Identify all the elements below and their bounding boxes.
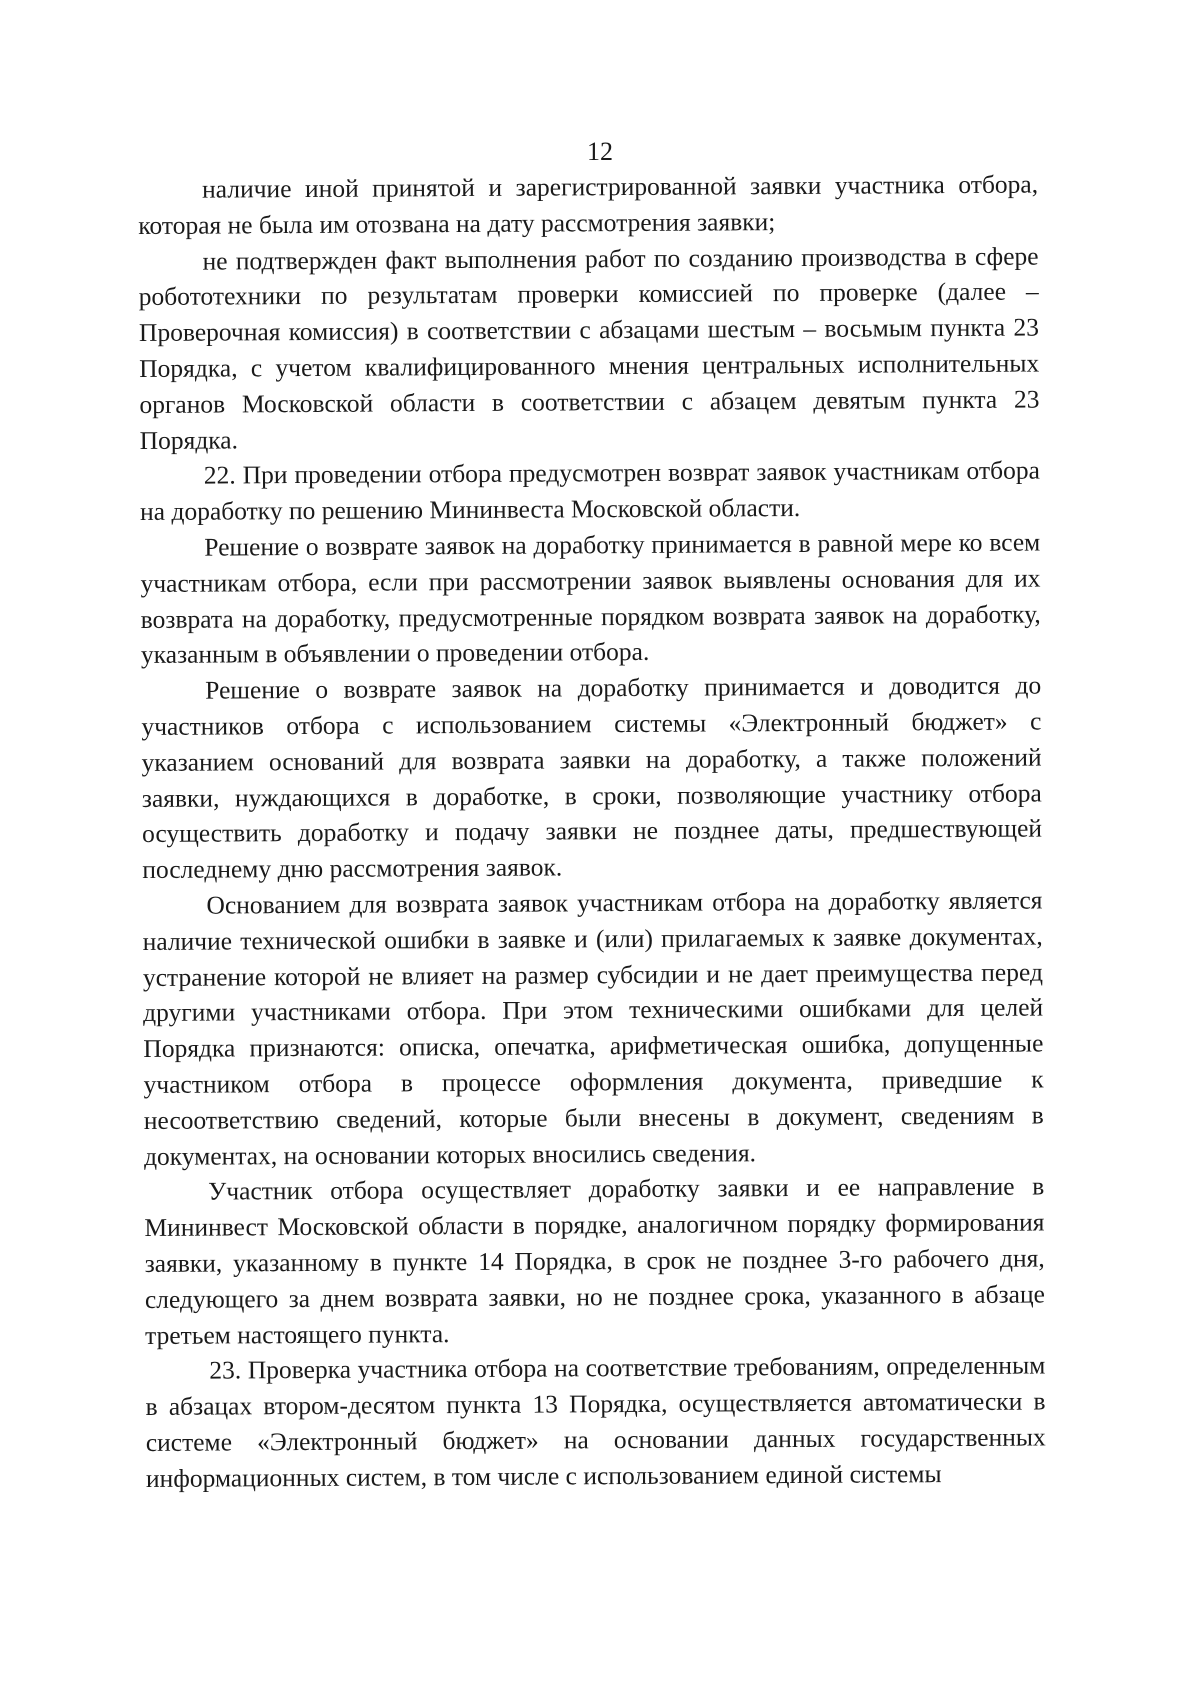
paragraph-4: Решение о возврате заявок на доработку принимается в равной мере ко всем участникам отбора, если при рассмотрении заявок выявлены основания для их возврата на доработку, предусмотренные порядком возврата заявок на доработку, указанным в объявлении о проведении отбора.: [140, 527, 1041, 670]
paragraph-7: Участник отбора осуществляет доработку заявки и ее направление в Мининвест Московской области в порядке, аналогичном порядку формирования заявки, указанному в пункте 14 Порядка, в срок не позднее 3-го рабочего дня, следующего за днем возврата заявки, но не позднее срока, указанного в абзаце третьем настоящего пункта.: [144, 1171, 1045, 1350]
paragraph-2: не подтвержден факт выполнения работ по созданию производства в сфере робототехники по результатам проверки комиссией по проверке (далее – Проверочная комиссия) в соответствии с абзацами шестым – восьмым пункта 23 Порядка, с учетом квалифицированного мнения центральных исполнительных органов Московской области в соответствии с абзацем девятым пункта 23 Порядка.: [138, 241, 1040, 455]
paragraph-8: 23. Проверка участника отбора на соответствие требованиям, определенным в абзацах втором-десятом пункта 13 Порядка, осуществляется автоматически в системе «Электронный бюджет» на основании данных государственных информационных систем, в том числе с использованием единой системы: [145, 1350, 1046, 1493]
document-body: [138, 167, 1046, 1497]
page-number: 12: [587, 137, 613, 166]
paragraph-5: Решение о возврате заявок на доработку принимается и доводится до участников отбора с использованием системы «Электронный бюджет» с указанием оснований для возврата заявки на доработку, а также положений заявки, нуждающихся в доработке, в сроки, позволяющие участнику отбора осуществить доработку и подачу заявки не позднее даты, предшествующей последнему дню рассмотрения заявок.: [141, 670, 1043, 885]
paragraph-6: Основанием для возврата заявок участникам отбора на доработку является наличие технической ошибки в заявке и (или) прилагаемых к заявке документах, устранение которой не влияет на размер субсидии и не дает преимущества перед другими участниками отбора. При этом техническими ошибками для целей Порядка признаются: описка, опечатка, арифметическая ошибка, допущенные участником отбора в процессе оформления документа, приведшие к несоответствию сведений, которые были внесены в документ, сведениям в документах, на основании которых вносились сведения.: [142, 885, 1044, 1171]
paragraph-3: 22. При проведении отбора предусмотрен возврат заявок участникам отбора на доработку по решению Мининвеста Московской области.: [139, 455, 1040, 527]
paragraph-1: наличие иной принятой и зарегистрированной заявки участника отбора, которая не была им отозвана на дату рассмотрения заявки;: [138, 169, 1039, 240]
